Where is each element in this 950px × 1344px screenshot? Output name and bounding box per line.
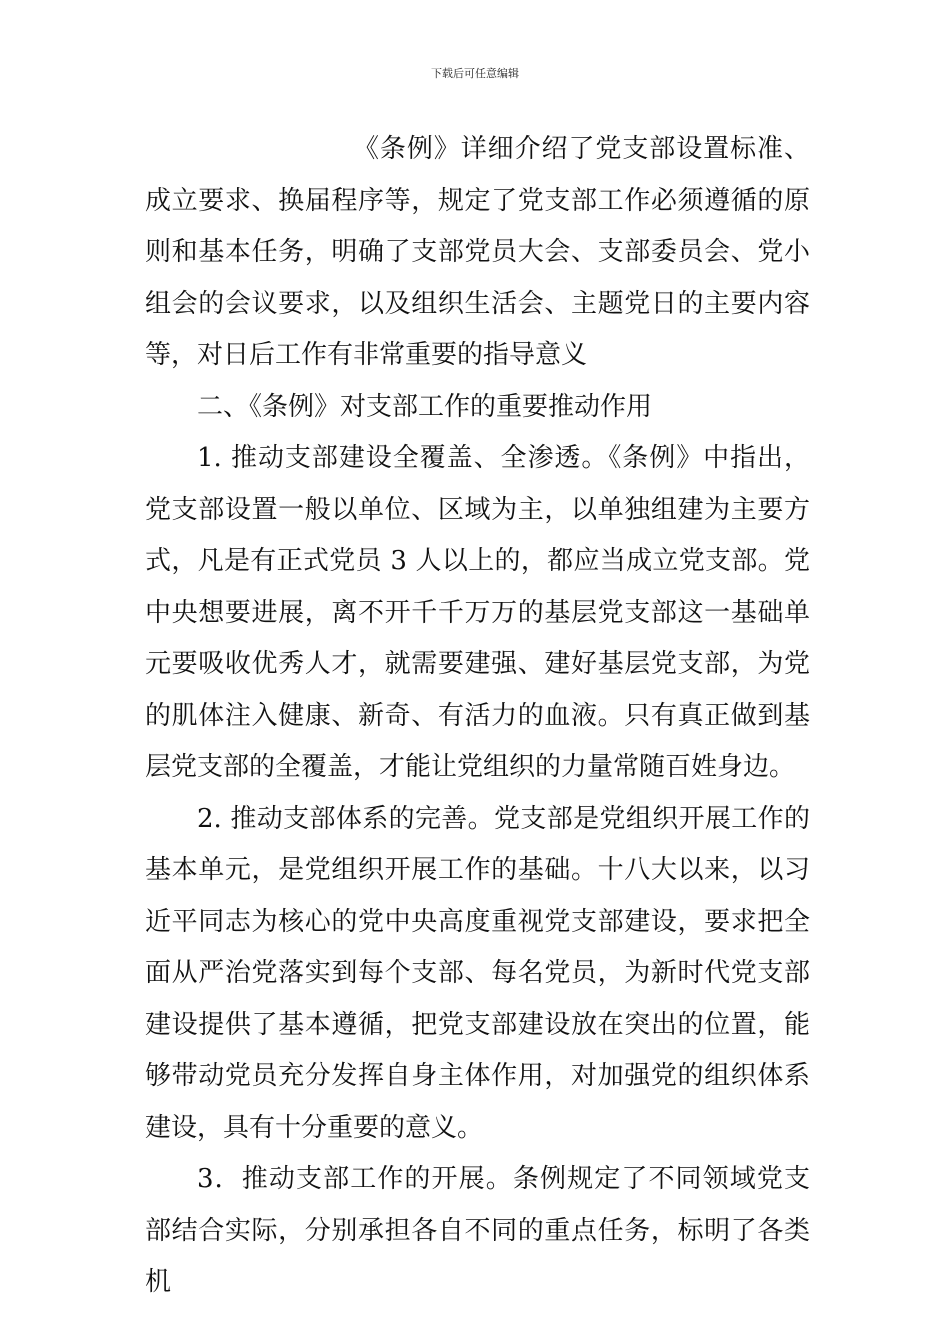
paragraph: 《条例》详细介绍了党支部设置标准、成立要求、换届程序等，规定了党支部工作必须遵循的原则和基本任务，明确了支部党员大会、支部委员会、党小组会的会议要求，以及组织生活会、主题党日的主要内容等，对日后工作有非常重要的指导意义 bbox=[145, 134, 810, 370]
document-body bbox=[145, 124, 810, 1309]
paragraph: 1. 推动支部建设全覆盖、全渗透。《条例》中指出，党支部设置一般以单位、区域为主，以单独组建为主要方式，凡是有正式党员 3 人以上的，都应当成立党支部。党中央想要进展，离不开千千万万的基层党支部这一基础单元要吸收优秀人才，就需要建强、建好基层党支部，为党的肌体注入健康、新奇、有活力的血液。只有真正做到基层党支部的全覆盖，才能让党组织的力量常随百姓身边。 bbox=[145, 443, 810, 782]
section-heading: 二、《条例》对支部工作的重要推动作用 bbox=[197, 391, 653, 422]
paragraph: 2. 推动支部体系的完善。党支部是党组织开展工作的基本单元，是党组织开展工作的基础。十八大以来，以习近平同志为核心的党中央高度重视党支部建设，要求把全面从严治党落实到每个支部、每名党员，为新时代党支部建设提供了基本遵循，把党支部建设放在突出的位置，能够带动党员充分发挥自身主体作用，对加强党的组织体系建设，具有十分重要的意义。 bbox=[145, 803, 810, 1143]
page-header: 下载后可任意编辑 bbox=[431, 67, 519, 80]
paragraph: 3．推动支部工作的开展。条例规定了不同领域党支部结合实际，分别承担各自不同的重点任务，标明了各类机 bbox=[145, 1164, 810, 1297]
